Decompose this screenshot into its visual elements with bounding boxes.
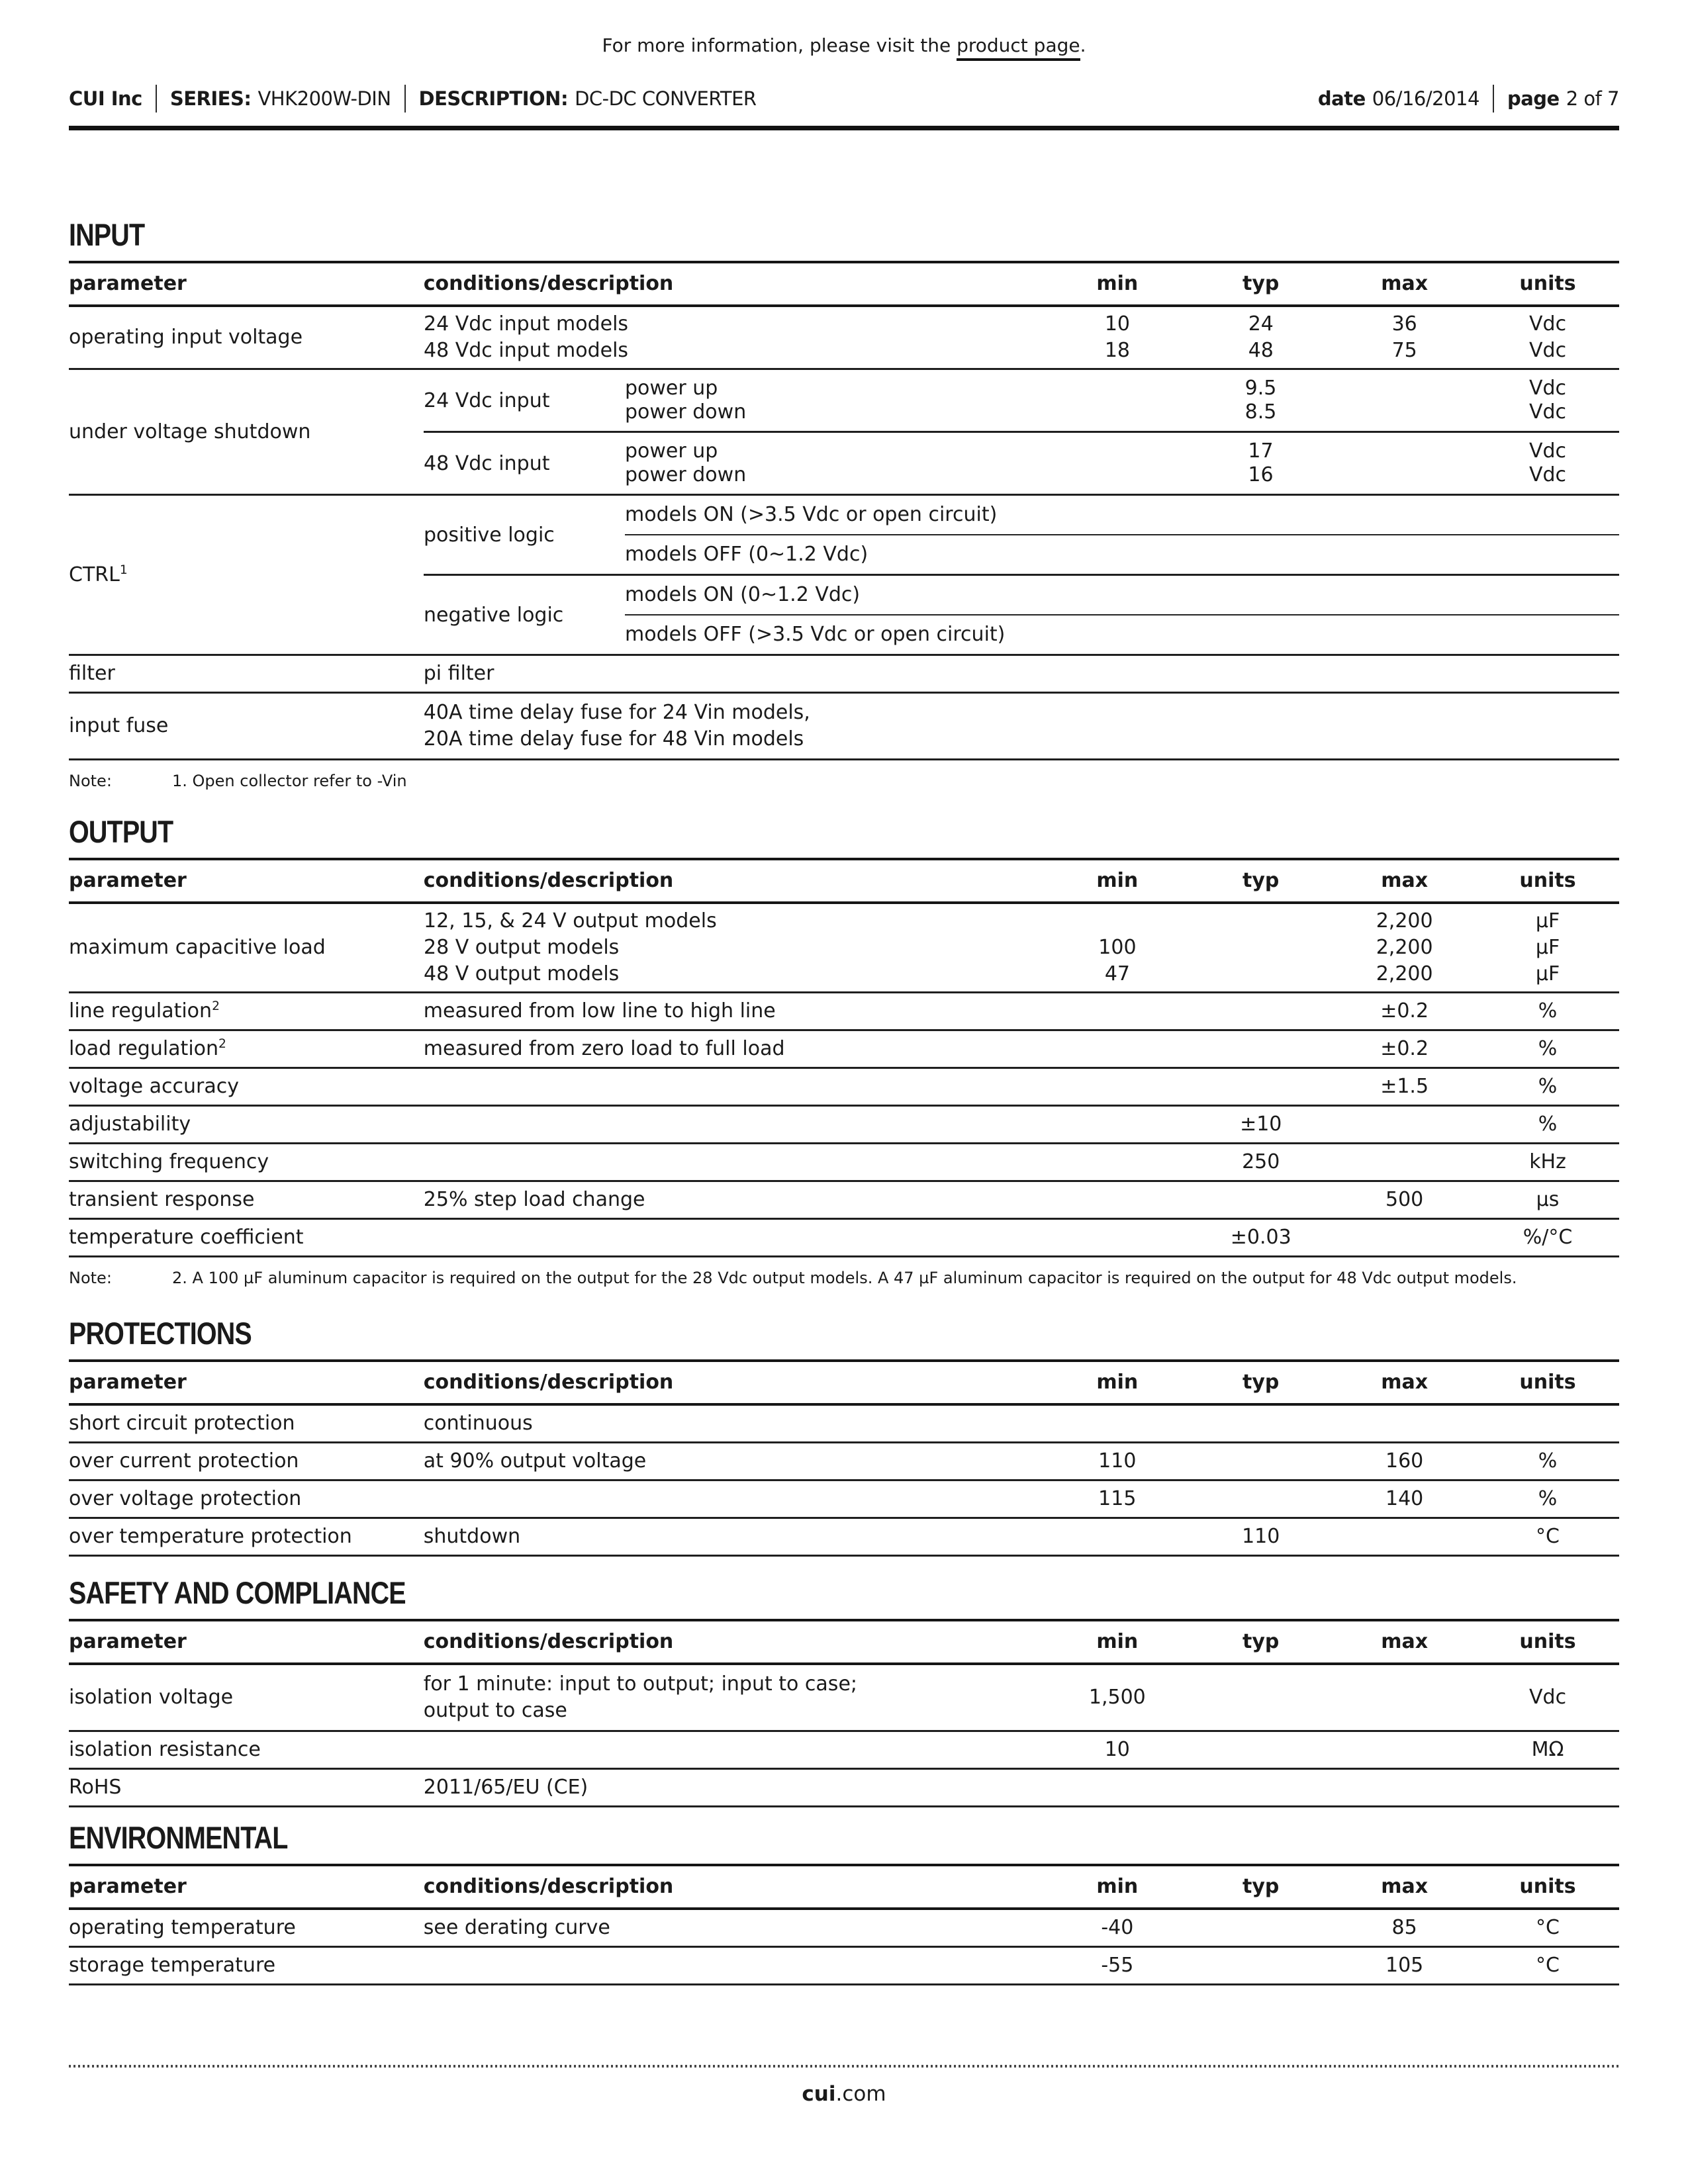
- max-cell: [1333, 1665, 1476, 1730]
- units-cell: [1476, 1406, 1619, 1441]
- desc-cell: power down: [625, 400, 747, 424]
- units-cell: %: [1538, 1449, 1558, 1473]
- date-label: date: [1317, 87, 1366, 110]
- series-value: VHK200W-DIN: [258, 87, 391, 110]
- max-cell: [1333, 400, 1476, 424]
- note-text: 1. Open collector refer to -Vin: [172, 772, 407, 790]
- typ-cell: 48: [1248, 339, 1274, 362]
- desc-line: 20A time delay fuse for 48 Vin models: [423, 727, 804, 751]
- footnote-ref: 2: [218, 1037, 226, 1051]
- desc-cell: 48 V output models: [424, 962, 620, 985]
- max-cell: [1333, 1220, 1476, 1255]
- group-label: positive logic: [424, 523, 555, 547]
- series-label: SERIES:: [169, 87, 252, 110]
- group-label: negative logic: [424, 603, 564, 627]
- col-min: min: [1096, 1630, 1139, 1653]
- param-cell: adjustability: [69, 1113, 191, 1136]
- max-cell: ±1.5: [1380, 1075, 1429, 1098]
- units-cell: [1476, 694, 1619, 758]
- param-cell: short circuit protection: [69, 1412, 295, 1435]
- min-cell: 115: [1098, 1487, 1137, 1510]
- col-min: min: [1096, 1875, 1139, 1898]
- max-cell: [1333, 1732, 1476, 1768]
- note-label: Note:: [69, 772, 112, 790]
- typ-cell: [1189, 1481, 1333, 1517]
- desc-cell: 2011/65/EU (CE): [423, 1776, 588, 1799]
- col-typ: typ: [1243, 1630, 1280, 1653]
- typ-cell: [1189, 1031, 1333, 1067]
- product-page-link[interactable]: product page: [957, 34, 1080, 61]
- col-typ: typ: [1243, 272, 1280, 295]
- min-cell: [1045, 1406, 1189, 1441]
- max-cell: [1333, 656, 1476, 692]
- units-cell: µF: [1535, 962, 1560, 985]
- min-cell: [1045, 1182, 1189, 1218]
- units-cell: Vdc: [1529, 312, 1567, 336]
- table-row: [69, 1519, 1619, 1557]
- footer-brand-bold: cui: [802, 2082, 836, 2106]
- min-cell: [1045, 1519, 1189, 1555]
- typ-cell: [1189, 1948, 1333, 1983]
- typ-cell: ±10: [1240, 1113, 1282, 1136]
- min-cell: [1045, 694, 1189, 758]
- col-max: max: [1381, 1630, 1429, 1653]
- table-row: [69, 1406, 1619, 1443]
- col-max: max: [1381, 1371, 1429, 1394]
- typ-cell: [1189, 1665, 1333, 1730]
- col-conditions: conditions/description: [423, 272, 674, 295]
- units-cell: %: [1538, 1487, 1558, 1510]
- table-row: [69, 904, 1619, 993]
- max-cell: 75: [1391, 339, 1417, 362]
- header-divider: [156, 85, 157, 113]
- safety-table-header: [69, 1621, 1619, 1665]
- units-cell: °C: [1536, 1954, 1560, 1977]
- desc-cell: [424, 1144, 1046, 1180]
- desc-cell: pi filter: [423, 662, 494, 685]
- description-label: DESCRIPTION:: [418, 87, 569, 110]
- group: [424, 576, 1619, 654]
- param-cell: isolation voltage: [69, 1686, 234, 1709]
- units-cell: Vdc: [1529, 1686, 1567, 1709]
- max-cell: [1333, 439, 1476, 463]
- units-cell: [1476, 656, 1619, 692]
- table-row: [69, 1107, 1619, 1144]
- col-conditions: conditions/description: [423, 869, 674, 892]
- units-cell: %: [1538, 1075, 1558, 1098]
- param-cell: over voltage protection: [69, 1487, 302, 1510]
- param-cell: transient response: [69, 1188, 255, 1211]
- min-cell: [1045, 1144, 1189, 1180]
- max-cell: 105: [1385, 1954, 1424, 1977]
- max-cell: 2,200: [1376, 936, 1433, 959]
- param-cell: operating temperature: [69, 1916, 296, 1939]
- safety-table: [69, 1619, 1619, 1807]
- desc-cell: 24 Vdc input models: [424, 312, 629, 336]
- col-parameter: parameter: [69, 869, 187, 892]
- desc-cell: [424, 1732, 1046, 1768]
- row-subrows: [424, 904, 1619, 991]
- section-output: [69, 815, 1619, 1288]
- typ-cell: [1189, 1069, 1333, 1105]
- table-row: [69, 1443, 1619, 1481]
- table-row: [69, 1910, 1619, 1948]
- protections-table: [69, 1359, 1619, 1557]
- typ-cell: [1189, 694, 1333, 758]
- units-cell: kHz: [1529, 1150, 1566, 1173]
- group-subrows: [625, 496, 1619, 574]
- col-parameter: parameter: [69, 272, 187, 295]
- table-row: [69, 1182, 1619, 1220]
- col-units: units: [1519, 1875, 1576, 1898]
- table-row: [69, 1031, 1619, 1069]
- section-title-input: INPUT: [69, 217, 145, 252]
- group-subrows: [625, 439, 1619, 487]
- table-row: [69, 1481, 1619, 1519]
- desc-cell: 25% step load change: [423, 1188, 645, 1211]
- typ-cell: [1189, 934, 1333, 961]
- section-safety: [69, 1576, 1619, 1807]
- min-cell: [1045, 377, 1189, 400]
- units-cell: Vdc: [1528, 400, 1567, 424]
- col-max: max: [1381, 1875, 1429, 1898]
- param-cell: switching frequency: [69, 1150, 269, 1173]
- row-groups: [424, 496, 1619, 654]
- group-subrows: [625, 576, 1619, 654]
- typ-cell: [1189, 656, 1333, 692]
- desc-cell: power up: [625, 377, 718, 400]
- date-value: 06/16/2014: [1372, 87, 1479, 110]
- max-cell: [1333, 463, 1476, 487]
- col-units: units: [1519, 1371, 1576, 1394]
- min-cell: 110: [1098, 1449, 1137, 1473]
- col-conditions: conditions/description: [423, 1875, 674, 1898]
- param-cell: voltage accuracy: [69, 1075, 239, 1098]
- desc-line: output to case: [423, 1699, 567, 1722]
- desc-cell: at 90% output voltage: [423, 1449, 647, 1473]
- desc-cell: continuous: [423, 1412, 533, 1435]
- col-units: units: [1519, 869, 1576, 892]
- col-conditions: conditions/description: [423, 1371, 674, 1394]
- units-cell: MΩ: [1531, 1738, 1564, 1761]
- param-cell: operating input voltage: [69, 326, 303, 349]
- col-conditions: conditions/description: [423, 1630, 674, 1653]
- desc-cell: [424, 1107, 1046, 1142]
- table-row: [69, 656, 1619, 694]
- max-cell: [1333, 694, 1476, 758]
- typ-cell: [1189, 1770, 1333, 1805]
- param-cell: input fuse: [69, 714, 169, 737]
- group-subrows: [625, 377, 1619, 424]
- desc-cell: power up: [625, 439, 718, 463]
- units-cell: %: [1538, 1037, 1558, 1060]
- min-cell: [1045, 463, 1189, 487]
- desc-cell: power down: [625, 463, 747, 486]
- max-cell: [1333, 1406, 1476, 1441]
- section-title-protections: PROTECTIONS: [69, 1316, 252, 1351]
- param-cell: over current protection: [69, 1449, 299, 1473]
- table-row: [69, 1144, 1619, 1182]
- group-label: 48 Vdc input: [424, 451, 550, 475]
- units-cell: [1476, 1770, 1619, 1805]
- col-typ: typ: [1243, 869, 1280, 892]
- max-cell: 160: [1385, 1449, 1424, 1473]
- min-cell: [1045, 656, 1189, 692]
- max-cell: 500: [1385, 1188, 1424, 1211]
- desc-line: for 1 minute: input to output; input to case;: [423, 1672, 858, 1696]
- min-cell: [1045, 1031, 1189, 1067]
- section-title-output: OUTPUT: [69, 814, 173, 849]
- group-label: 24 Vdc input: [424, 388, 550, 412]
- note-text: 2. A 100 µF aluminum capacitor is required on the output for the 28 Vdc output models. A 47 µF aluminum capacitor is required on the output for 48 Vdc output models.: [172, 1269, 1517, 1287]
- min-cell: 10: [1104, 1738, 1130, 1761]
- min-cell: [1045, 1770, 1189, 1805]
- col-units: units: [1519, 1630, 1576, 1653]
- output-table-header: [69, 860, 1619, 904]
- max-cell: [1333, 1770, 1476, 1805]
- min-cell: 100: [1098, 936, 1137, 959]
- typ-cell: [1189, 993, 1333, 1029]
- subrow: [625, 400, 1619, 424]
- max-cell: 36: [1391, 312, 1417, 336]
- desc-cell: [424, 694, 1046, 758]
- units-cell: µs: [1536, 1188, 1560, 1211]
- min-cell: -40: [1101, 1916, 1134, 1939]
- units-cell: Vdc: [1528, 377, 1567, 400]
- param-cell: isolation resistance: [69, 1738, 261, 1761]
- max-cell: 2,200: [1376, 909, 1433, 933]
- desc-cell: measured from zero load to full load: [423, 1037, 785, 1060]
- section-input: [69, 218, 1619, 791]
- min-cell: [1045, 993, 1189, 1029]
- typ-cell: ±0.03: [1230, 1226, 1291, 1249]
- desc-cell: [424, 1220, 1046, 1255]
- units-cell: %/°C: [1523, 1226, 1573, 1249]
- min-cell: [1045, 1069, 1189, 1105]
- row-subrows: [424, 307, 1619, 368]
- min-cell: 10: [1104, 312, 1131, 336]
- param-cell: filter: [69, 662, 115, 685]
- typ-cell: 110: [1242, 1525, 1280, 1548]
- units-cell: Vdc: [1529, 339, 1567, 362]
- table-row: [69, 1665, 1619, 1732]
- desc-cell: 28 V output models: [424, 936, 620, 959]
- typ-cell: [1189, 1182, 1333, 1218]
- table-row: [69, 993, 1619, 1031]
- page-label: page: [1507, 87, 1560, 110]
- min-cell: [1045, 1107, 1189, 1142]
- table-row: [69, 370, 1619, 496]
- desc-cell: 48 Vdc input models: [424, 339, 629, 362]
- typ-cell: 16: [1248, 463, 1274, 486]
- col-units: units: [1519, 272, 1576, 295]
- min-cell: 47: [1104, 962, 1131, 985]
- description-value: DC-DC CONVERTER: [575, 87, 757, 110]
- table-row: [69, 1220, 1619, 1257]
- page-value: 2 of 7: [1566, 87, 1619, 110]
- param-cell: over temperature protection: [69, 1525, 352, 1548]
- max-cell: 140: [1385, 1487, 1424, 1510]
- subrow: [424, 908, 1619, 934]
- top-info-prefix: For more information, please visit the: [602, 34, 957, 56]
- max-cell: 2,200: [1376, 962, 1433, 985]
- units-cell: µF: [1535, 936, 1560, 959]
- desc-cell: see derating curve: [423, 1916, 610, 1939]
- col-typ: typ: [1243, 1371, 1280, 1394]
- table-row: [69, 1770, 1619, 1807]
- desc-cell: models OFF (>3.5 Vdc or open circuit): [625, 623, 1006, 646]
- subrow: [625, 439, 1619, 463]
- footer-brand-rest: .com: [835, 2082, 886, 2106]
- param-cell: load regulation$^2$: [69, 1037, 226, 1060]
- typ-cell: [1189, 1443, 1333, 1479]
- typ-cell: [1189, 1406, 1333, 1441]
- units-cell: Vdc: [1528, 463, 1567, 486]
- col-max: max: [1381, 869, 1429, 892]
- typ-cell: [1189, 961, 1333, 987]
- param-cell: CTRL$^1$: [69, 563, 128, 586]
- param-cell: under voltage shutdown: [69, 420, 311, 443]
- units-cell: °C: [1536, 1916, 1560, 1939]
- param-cell: temperature coefficient: [69, 1226, 304, 1249]
- units-cell: °C: [1536, 1525, 1560, 1548]
- subrow: [424, 961, 1619, 987]
- note-label: Note:: [69, 1269, 112, 1287]
- footnote-ref: 1: [119, 563, 128, 577]
- max-cell: [1333, 1144, 1476, 1180]
- col-min: min: [1096, 272, 1139, 295]
- desc-cell: 12, 15, & 24 V output models: [424, 909, 717, 933]
- param-cell: storage temperature: [69, 1954, 276, 1977]
- col-min: min: [1096, 1371, 1139, 1394]
- group: [424, 370, 1619, 431]
- group: [424, 433, 1619, 494]
- desc-cell: [424, 1665, 1046, 1730]
- section-environmental: [69, 1821, 1619, 1985]
- section-title-environmental: ENVIRONMENTAL: [69, 1820, 288, 1855]
- table-row: [69, 694, 1619, 760]
- table-row: [69, 1948, 1619, 1985]
- typ-cell: [1189, 1910, 1333, 1946]
- units-cell: %: [1538, 1113, 1558, 1136]
- desc-line: 40A time delay fuse for 24 Vin models,: [423, 701, 810, 724]
- desc-cell: shutdown: [423, 1525, 521, 1548]
- param-cell: RoHS: [69, 1776, 122, 1799]
- col-parameter: parameter: [69, 1875, 187, 1898]
- header-divider: [404, 85, 406, 113]
- environmental-table-header: [69, 1866, 1619, 1910]
- document-header-left: [69, 85, 757, 113]
- input-table-header: [69, 263, 1619, 307]
- table-row: [69, 496, 1619, 656]
- top-info-line: [0, 34, 1688, 56]
- min-cell: [1045, 908, 1189, 934]
- max-cell: ±0.2: [1380, 999, 1429, 1023]
- min-cell: -55: [1101, 1954, 1134, 1977]
- typ-cell: 24: [1248, 312, 1274, 336]
- max-cell: ±0.2: [1380, 1037, 1429, 1060]
- col-parameter: parameter: [69, 1371, 187, 1394]
- header-divider: [1493, 85, 1494, 113]
- subrow: [424, 311, 1619, 338]
- desc-cell: models OFF (0~1.2 Vdc): [625, 543, 868, 566]
- param-cell: line regulation$^2$: [69, 999, 220, 1023]
- subrow: [424, 934, 1619, 961]
- units-cell: µF: [1535, 909, 1560, 933]
- subrow: [625, 377, 1619, 400]
- section-protections: [69, 1317, 1619, 1557]
- col-max: max: [1381, 272, 1429, 295]
- typ-cell: [1189, 908, 1333, 934]
- input-note: [69, 771, 1619, 791]
- environmental-table: [69, 1864, 1619, 1985]
- col-min: min: [1096, 869, 1139, 892]
- output-note: [69, 1268, 1619, 1288]
- group: [424, 496, 1619, 574]
- company-name: CUI Inc: [69, 87, 142, 110]
- min-cell: 1,500: [1088, 1686, 1146, 1709]
- min-cell: [1045, 400, 1189, 424]
- typ-cell: 8.5: [1244, 400, 1277, 424]
- typ-cell: [1189, 1732, 1333, 1768]
- max-cell: [1333, 377, 1476, 400]
- typ-cell: 250: [1242, 1150, 1280, 1173]
- desc-cell: models ON (>3.5 Vdc or open circuit): [625, 503, 998, 526]
- desc-cell: [424, 1481, 1046, 1517]
- typ-cell: 17: [1248, 439, 1274, 463]
- input-table: [69, 261, 1619, 760]
- min-cell: [1045, 1220, 1189, 1255]
- subrow: [625, 463, 1619, 487]
- document-header: [69, 85, 1619, 113]
- top-info-suffix: .: [1080, 34, 1086, 56]
- subrow: [424, 338, 1619, 364]
- page-footer: [69, 2065, 1619, 2106]
- section-title-safety: SAFETY AND COMPLIANCE: [69, 1575, 406, 1610]
- footer-brand: [69, 2082, 1619, 2106]
- output-table: [69, 858, 1619, 1257]
- desc-cell: [424, 1948, 1046, 1983]
- col-parameter: parameter: [69, 1630, 187, 1653]
- desc-cell: measured from low line to high line: [423, 999, 776, 1023]
- footnote-ref: 2: [212, 999, 220, 1013]
- max-cell: [1333, 1107, 1476, 1142]
- desc-cell: models ON (0~1.2 Vdc): [625, 583, 861, 606]
- header-rule: [69, 126, 1619, 130]
- min-cell: 18: [1104, 339, 1131, 362]
- units-cell: %: [1538, 999, 1558, 1023]
- typ-cell: 9.5: [1244, 377, 1277, 400]
- table-row: [69, 1732, 1619, 1770]
- max-cell: [1333, 1519, 1476, 1555]
- desc-cell: [424, 1069, 1046, 1105]
- col-typ: typ: [1243, 1875, 1280, 1898]
- document-header-right: [1318, 85, 1619, 113]
- table-row: [69, 1069, 1619, 1107]
- table-row: [69, 307, 1619, 370]
- units-cell: Vdc: [1528, 439, 1567, 463]
- max-cell: 85: [1391, 1916, 1417, 1939]
- protections-table-header: [69, 1362, 1619, 1406]
- row-groups: [424, 370, 1619, 494]
- min-cell: [1045, 439, 1189, 463]
- footer-dotted-rule: [69, 2065, 1619, 2068]
- param-cell: maximum capacitive load: [69, 936, 326, 959]
